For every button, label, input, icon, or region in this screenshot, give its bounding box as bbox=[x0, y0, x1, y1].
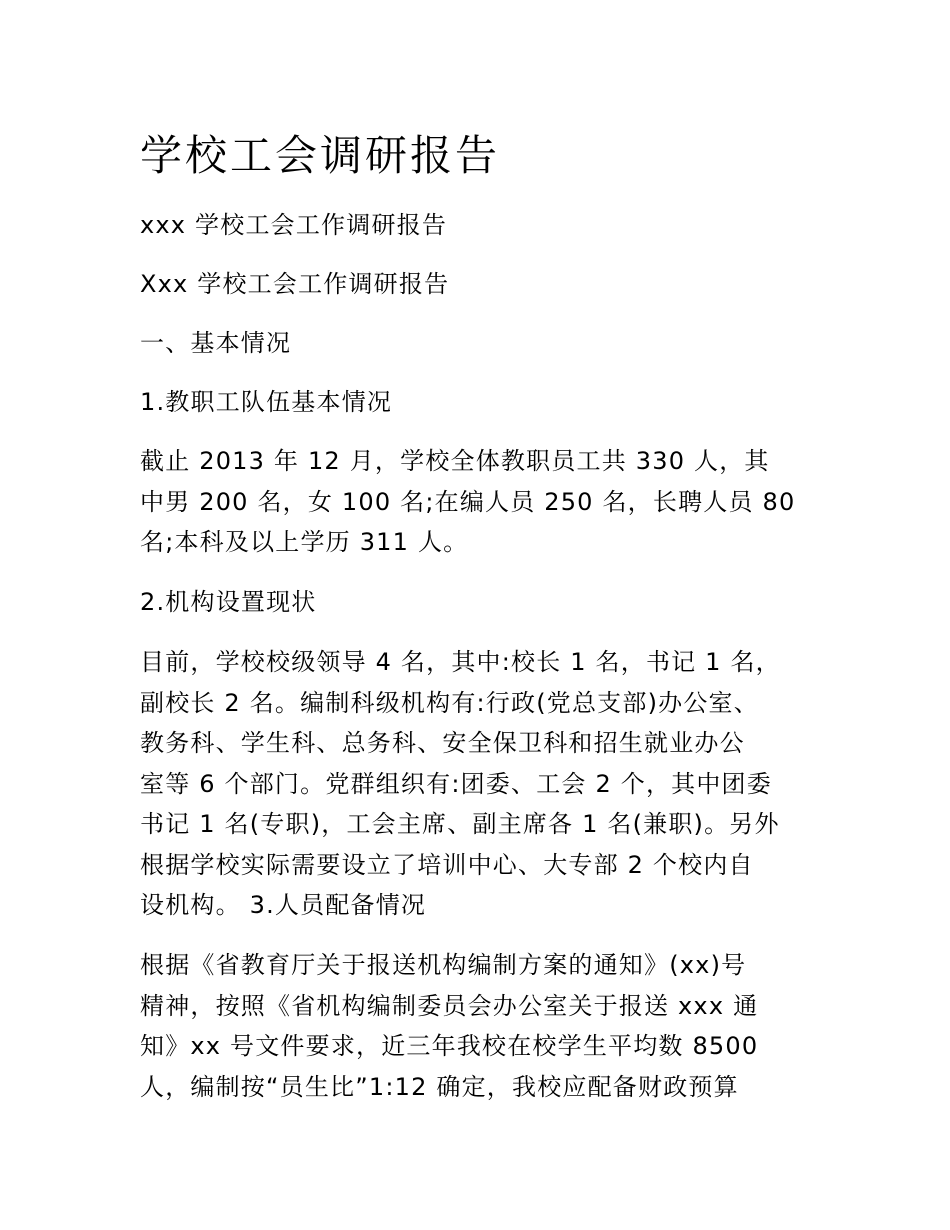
subtitle-line-2: Xxx 学校工会工作调研报告 bbox=[140, 270, 450, 298]
paragraph-line: 设机构。 3.人员配备情况 bbox=[140, 891, 427, 919]
document-title: 学校工会调研报告 bbox=[140, 131, 501, 180]
subsection-heading-structure: 2.机构设置现状 bbox=[140, 588, 317, 616]
paragraph-line: 室等 6 个部门。党群组织有:团委、工会 2 个，其中团委 bbox=[140, 769, 772, 798]
paragraph-line: 人，编制按“员生比”1:12 确定，我校应配备财政预算 bbox=[140, 1072, 739, 1101]
subtitle-line-1: xxx 学校工会工作调研报告 bbox=[140, 211, 448, 239]
paragraph-staffing bbox=[140, 945, 820, 1107]
paragraph-line: 中男 200 名，女 100 名;在编人员 250 名，长聘人员 80 bbox=[140, 487, 796, 516]
paragraph-line: 精神，按照《省机构编制委员会办公室关于报送 xxx 通 bbox=[140, 991, 759, 1020]
paragraph-line: 书记 1 名(专职)，工会主席、副主席各 1 名(兼职)。另外 bbox=[140, 810, 780, 838]
paragraph-line: 教务科、学生科、总务科、安全保卫科和招生就业办公 bbox=[140, 729, 745, 757]
paragraph-line: 名;本科及以上学历 311 人。 bbox=[140, 528, 469, 556]
paragraph-line: 根据学校实际需要设立了培训中心、大专部 2 个校内自 bbox=[140, 850, 754, 879]
paragraph-line: 知》xx 号文件要求，近三年我校在校学生平均数 8500 bbox=[140, 1032, 759, 1060]
paragraph-line: 根据《省教育厅关于报送机构编制方案的通知》(xx)号 bbox=[140, 951, 747, 979]
paragraph-staff bbox=[140, 441, 820, 563]
paragraph-line: 目前，学校校级领导 4 名，其中:校长 1 名，书记 1 名， bbox=[140, 648, 781, 676]
subsection-heading-staff: 1.教职工队伍基本情况 bbox=[140, 388, 393, 416]
paragraph-line: 副校长 2 名。编制科级机构有:行政(党总支部)办公室、 bbox=[140, 688, 759, 717]
section-heading-basic: 一、基本情况 bbox=[140, 329, 292, 357]
paragraph-line: 截止 2013 年 12 月，学校全体教职员工共 330 人，其 bbox=[140, 447, 770, 475]
paragraph-structure bbox=[140, 642, 820, 926]
